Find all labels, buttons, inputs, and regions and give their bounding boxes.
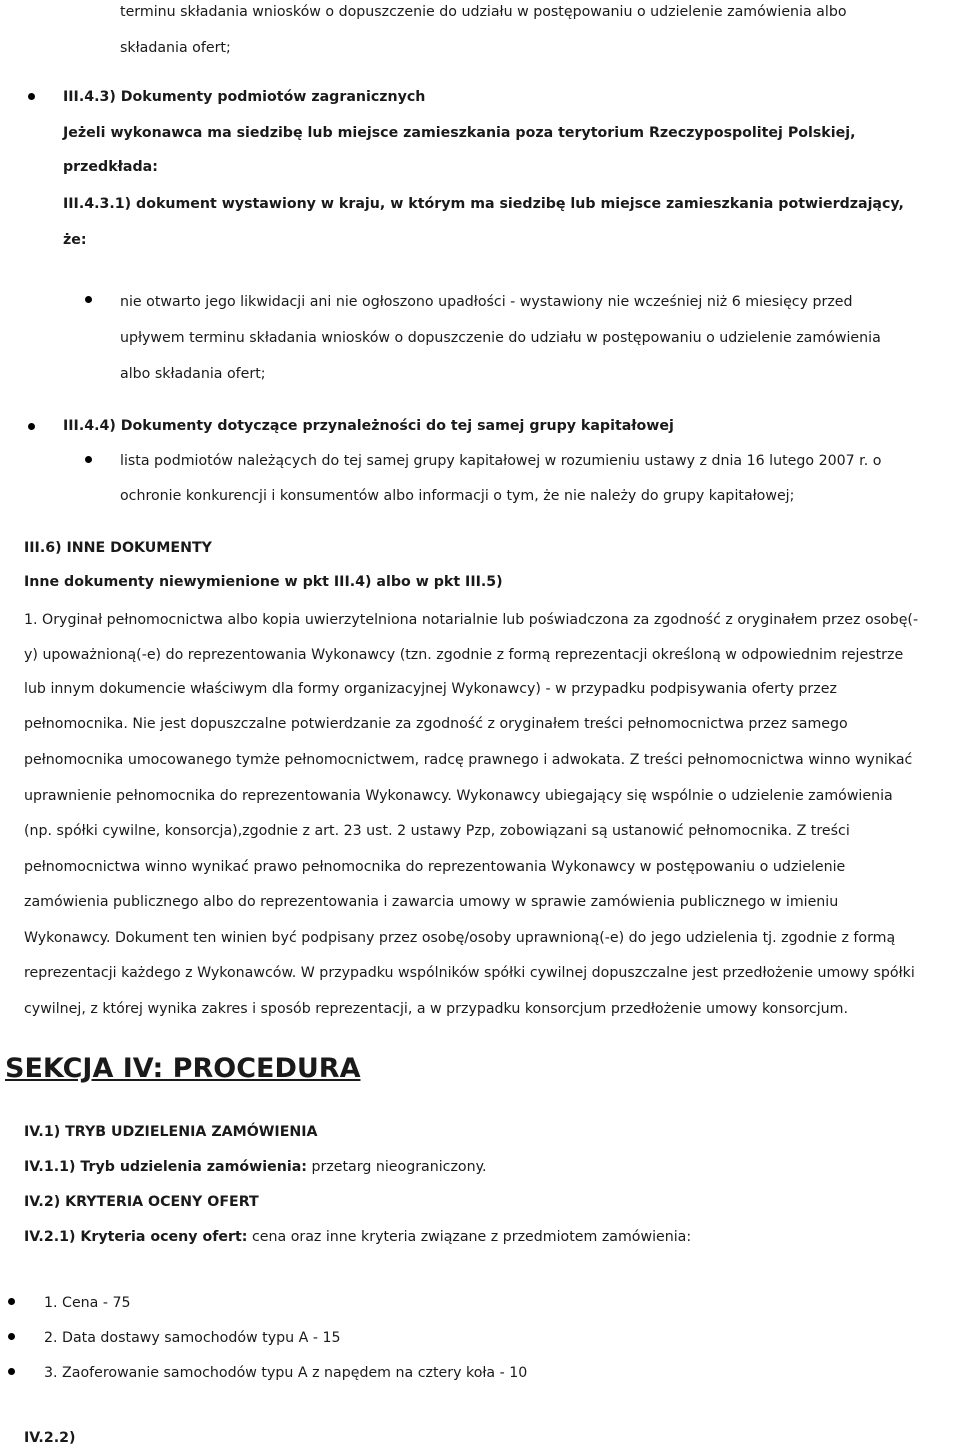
bullet-icon: [28, 423, 35, 430]
list-item: 2. Data dostawy samochodów typu A - 15: [44, 1330, 341, 1346]
bullet-icon: [8, 1368, 15, 1375]
field-label: IV.1.1) Tryb udzielenia zamówienia:: [24, 1159, 307, 1175]
paragraph-line: y) upoważnioną(-e) do reprezentowania Wykonawcy (tzn. zgodnie z formą reprezentacji określoną w odpowiednim rejestrze: [24, 647, 904, 663]
paragraph-line: Wykonawcy. Dokument ten winien być podpisany przez osobę/osoby uprawnioną(-e) do jego udzielenia tj. zgodnie z formą: [24, 930, 896, 946]
text-line: Jeżeli wykonawca ma siedzibę lub miejsce zamieszkania poza terytorium Rzeczypospolitej Polskiej,: [63, 125, 856, 141]
text-line: albo składania ofert;: [120, 366, 266, 382]
section-heading: III.4.3) Dokumenty podmiotów zagranicznych: [63, 89, 426, 105]
text-line: że:: [63, 232, 87, 248]
paragraph-line: pełnomocnictwa winno wynikać prawo pełnomocnika do reprezentowania Wykonawcy w postępowaniu o udzielenie: [24, 859, 846, 875]
list-item: 1. Cena - 75: [44, 1295, 131, 1311]
text-line: składania ofert;: [120, 40, 231, 56]
field-label: IV.2.1) Kryteria oceny ofert:: [24, 1229, 248, 1245]
text-line: lista podmiotów należących do tej samej grupy kapitałowej w rozumieniu ustawy z dnia 16 lutego 2007 r. o: [120, 453, 882, 469]
field-value: cena oraz inne kryteria związane z przedmiotem zamówienia:: [247, 1229, 692, 1245]
paragraph-line: cywilnej, z której wynika zakres i sposób reprezentacji, a w przypadku konsorcjum przedłożenie umowy konsorcjum.: [24, 1001, 848, 1017]
paragraph-line: pełnomocnika umocowanego tymże pełnomocnictwem, radcę prawnego i adwokata. Z treści pełnomocnictwa winno wynikać: [24, 752, 913, 768]
bullet-icon: [8, 1333, 15, 1340]
bullet-icon: [85, 296, 92, 303]
text-line: [24, 1227, 691, 1247]
paragraph-line: zamówienia publicznego albo do reprezentowania i zawarcia umowy w sprawie zamówienia publicznego w imieniu: [24, 894, 839, 910]
paragraph-line: pełnomocnika. Nie jest dopuszczalne potwierdzanie za zgodność z oryginałem treści pełnomocnictwa przez samego: [24, 716, 848, 732]
text-line: przedkłada:: [63, 159, 158, 175]
section-heading: IV.1) TRYB UDZIELENIA ZAMÓWIENIA: [24, 1124, 318, 1140]
list-item: 3. Zaoferowanie samochodów typu A z napędem na cztery koła - 10: [44, 1365, 528, 1381]
paragraph-line: 1. Oryginał pełnomocnictwa albo kopia uwierzytelniona notarialnie lub poświadczona za zgodność z oryginałem przez osobę(-: [24, 612, 919, 628]
bullet-icon: [28, 93, 35, 100]
text-line: upływem terminu składania wniosków o dopuszczenie do udziału w postępowaniu o udzielenie zamówienia: [120, 330, 881, 346]
bullet-icon: [8, 1298, 15, 1305]
text-line: ochronie konkurencji i konsumentów albo informacji o tym, że nie należy do grupy kapitałowej;: [120, 488, 795, 504]
section-heading: IV.2) KRYTERIA OCENY OFERT: [24, 1194, 259, 1210]
text-line: terminu składania wniosków o dopuszczenie do udziału w postępowaniu o udzielenie zamówienia albo: [120, 4, 847, 20]
subsection-heading: III.4.3.1) dokument wystawiony w kraju, w którym ma siedzibę lub miejsce zamieszkania potwierdzający,: [63, 196, 904, 212]
section-heading: IV.2.2): [24, 1430, 76, 1446]
subsection-heading: Inne dokumenty niewymienione w pkt III.4) albo w pkt III.5): [24, 574, 503, 590]
paragraph-line: lub innym dokumencie właściwym dla formy organizacyjnej Wykonawcy) - w przypadku podpisywania oferty przez: [24, 681, 837, 697]
section-title: SEKCJA IV: PROCEDURA: [5, 1053, 361, 1084]
paragraph-line: reprezentacji każdego z Wykonawców. W przypadku wspólników spółki cywilnej dopuszczalne jest przedłożenie umowy spółki: [24, 965, 915, 981]
section-heading: III.4.4) Dokumenty dotyczące przynależności do tej samej grupy kapitałowej: [63, 418, 674, 434]
section-heading: III.6) INNE DOKUMENTY: [24, 540, 212, 556]
field-value: przetarg nieograniczony.: [306, 1159, 487, 1175]
paragraph-line: (np. spółki cywilne, konsorcja),zgodnie z art. 23 ust. 2 ustawy Pzp, zobowiązani są ustanowić pełnomocnika. Z treści: [24, 823, 850, 839]
text-line: nie otwarto jego likwidacji ani nie ogłoszono upadłości - wystawiony nie wcześniej niż 6 miesięcy przed: [120, 294, 853, 310]
text-line: [24, 1157, 486, 1177]
paragraph-line: uprawnienie pełnomocnika do reprezentowania Wykonawcy. Wykonawcy ubiegający się wspólnie o udzielenie zamówienia: [24, 788, 893, 804]
bullet-icon: [85, 456, 92, 463]
